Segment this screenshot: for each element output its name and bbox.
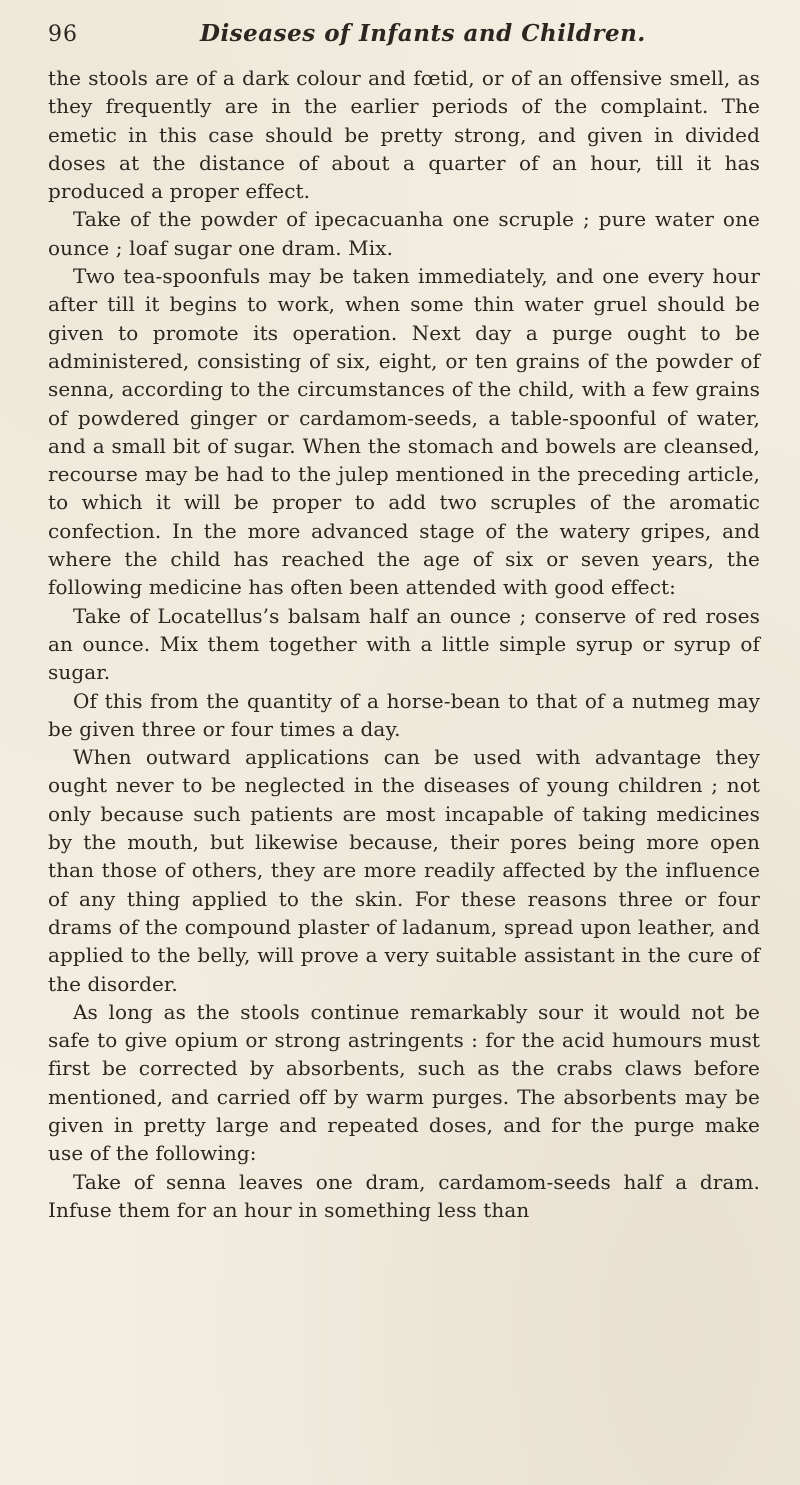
running-title: Diseases of Infants and Children. [200, 20, 646, 47]
paragraph-emetic-recipe: Take of the powder of ipecacuanha one scruple ; pure water one ounce ; loaf sugar one dram. Mix. [48, 207, 760, 260]
paragraph-outward-applications: When outward applications can be used with advantage they ought never to be neglected in the diseases of young children ; not only because such patients are most incapable of taking medicines by the mouth, but likewise because, their pores being more open than those of others, they are more readily affected by the influence of any thing applied to the skin. For these reasons three or four drams of the compound plaster of ladanum, spread upon leather, and applied to the belly, will prove a very suitable assistant in the cure of the disorder. [48, 745, 760, 996]
page-number: 96 [48, 22, 78, 47]
paragraph-sour-stools: As long as the stools continue remarkably sour it would not be safe to give opium or strong astringents : for the acid humours must first be corrected by absorbents, such as the crabs claws before mentioned, and carried off by warm purges. The absorbents may be given in pretty large and repeated doses, and for the purge make use of the following: [48, 999, 760, 1166]
paragraph-dosage-instructions: Two tea-spoonfuls may be taken immediately, and one every hour after till it begins to work, when some thin water gruel should be given to promote its operation. Next day a purge ought to be administered, consisting of six, eight, or ten grains of the powder of senna, according to the circumstances of the child, with a few grains of powdered ginger or cardamom-seeds, a table-spoonful of water, and a small bit of sugar. When the stomach and bowels are cleansed, recourse may be had to the julep mentioned in the preceding article, to which it will be proper to add two scruples of the aromatic confection. In the more advanced stage of the watery gripes, and where the child has reached the age of six or seven years, the following medicine has often been attended with good effect: [48, 264, 760, 600]
paragraph-senna-recipe: Take of senna leaves one dram, cardamom-seeds half a dram. Infuse them for an hour in something less than [48, 1169, 760, 1222]
paragraph-balsam-dose: Of this from the quantity of a horse-bean to that of a nutmeg may be given three or four times a day. [48, 688, 760, 741]
body-text [48, 64, 760, 1224]
paragraph-continuation: the stools are of a dark colour and fœtid, or of an offensive smell, as they frequently are in the earlier periods of the complaint. The emetic in this case should be pretty strong, and given in divided doses at the distance of about a quarter of an hour, till it has produced a proper effect. [48, 66, 760, 204]
running-head [48, 20, 760, 60]
paragraph-balsam-recipe: Take of Locatellus’s balsam half an ounce ; conserve of red roses an ounce. Mix them together with a little simple syrup or syrup of sugar. [48, 603, 760, 685]
